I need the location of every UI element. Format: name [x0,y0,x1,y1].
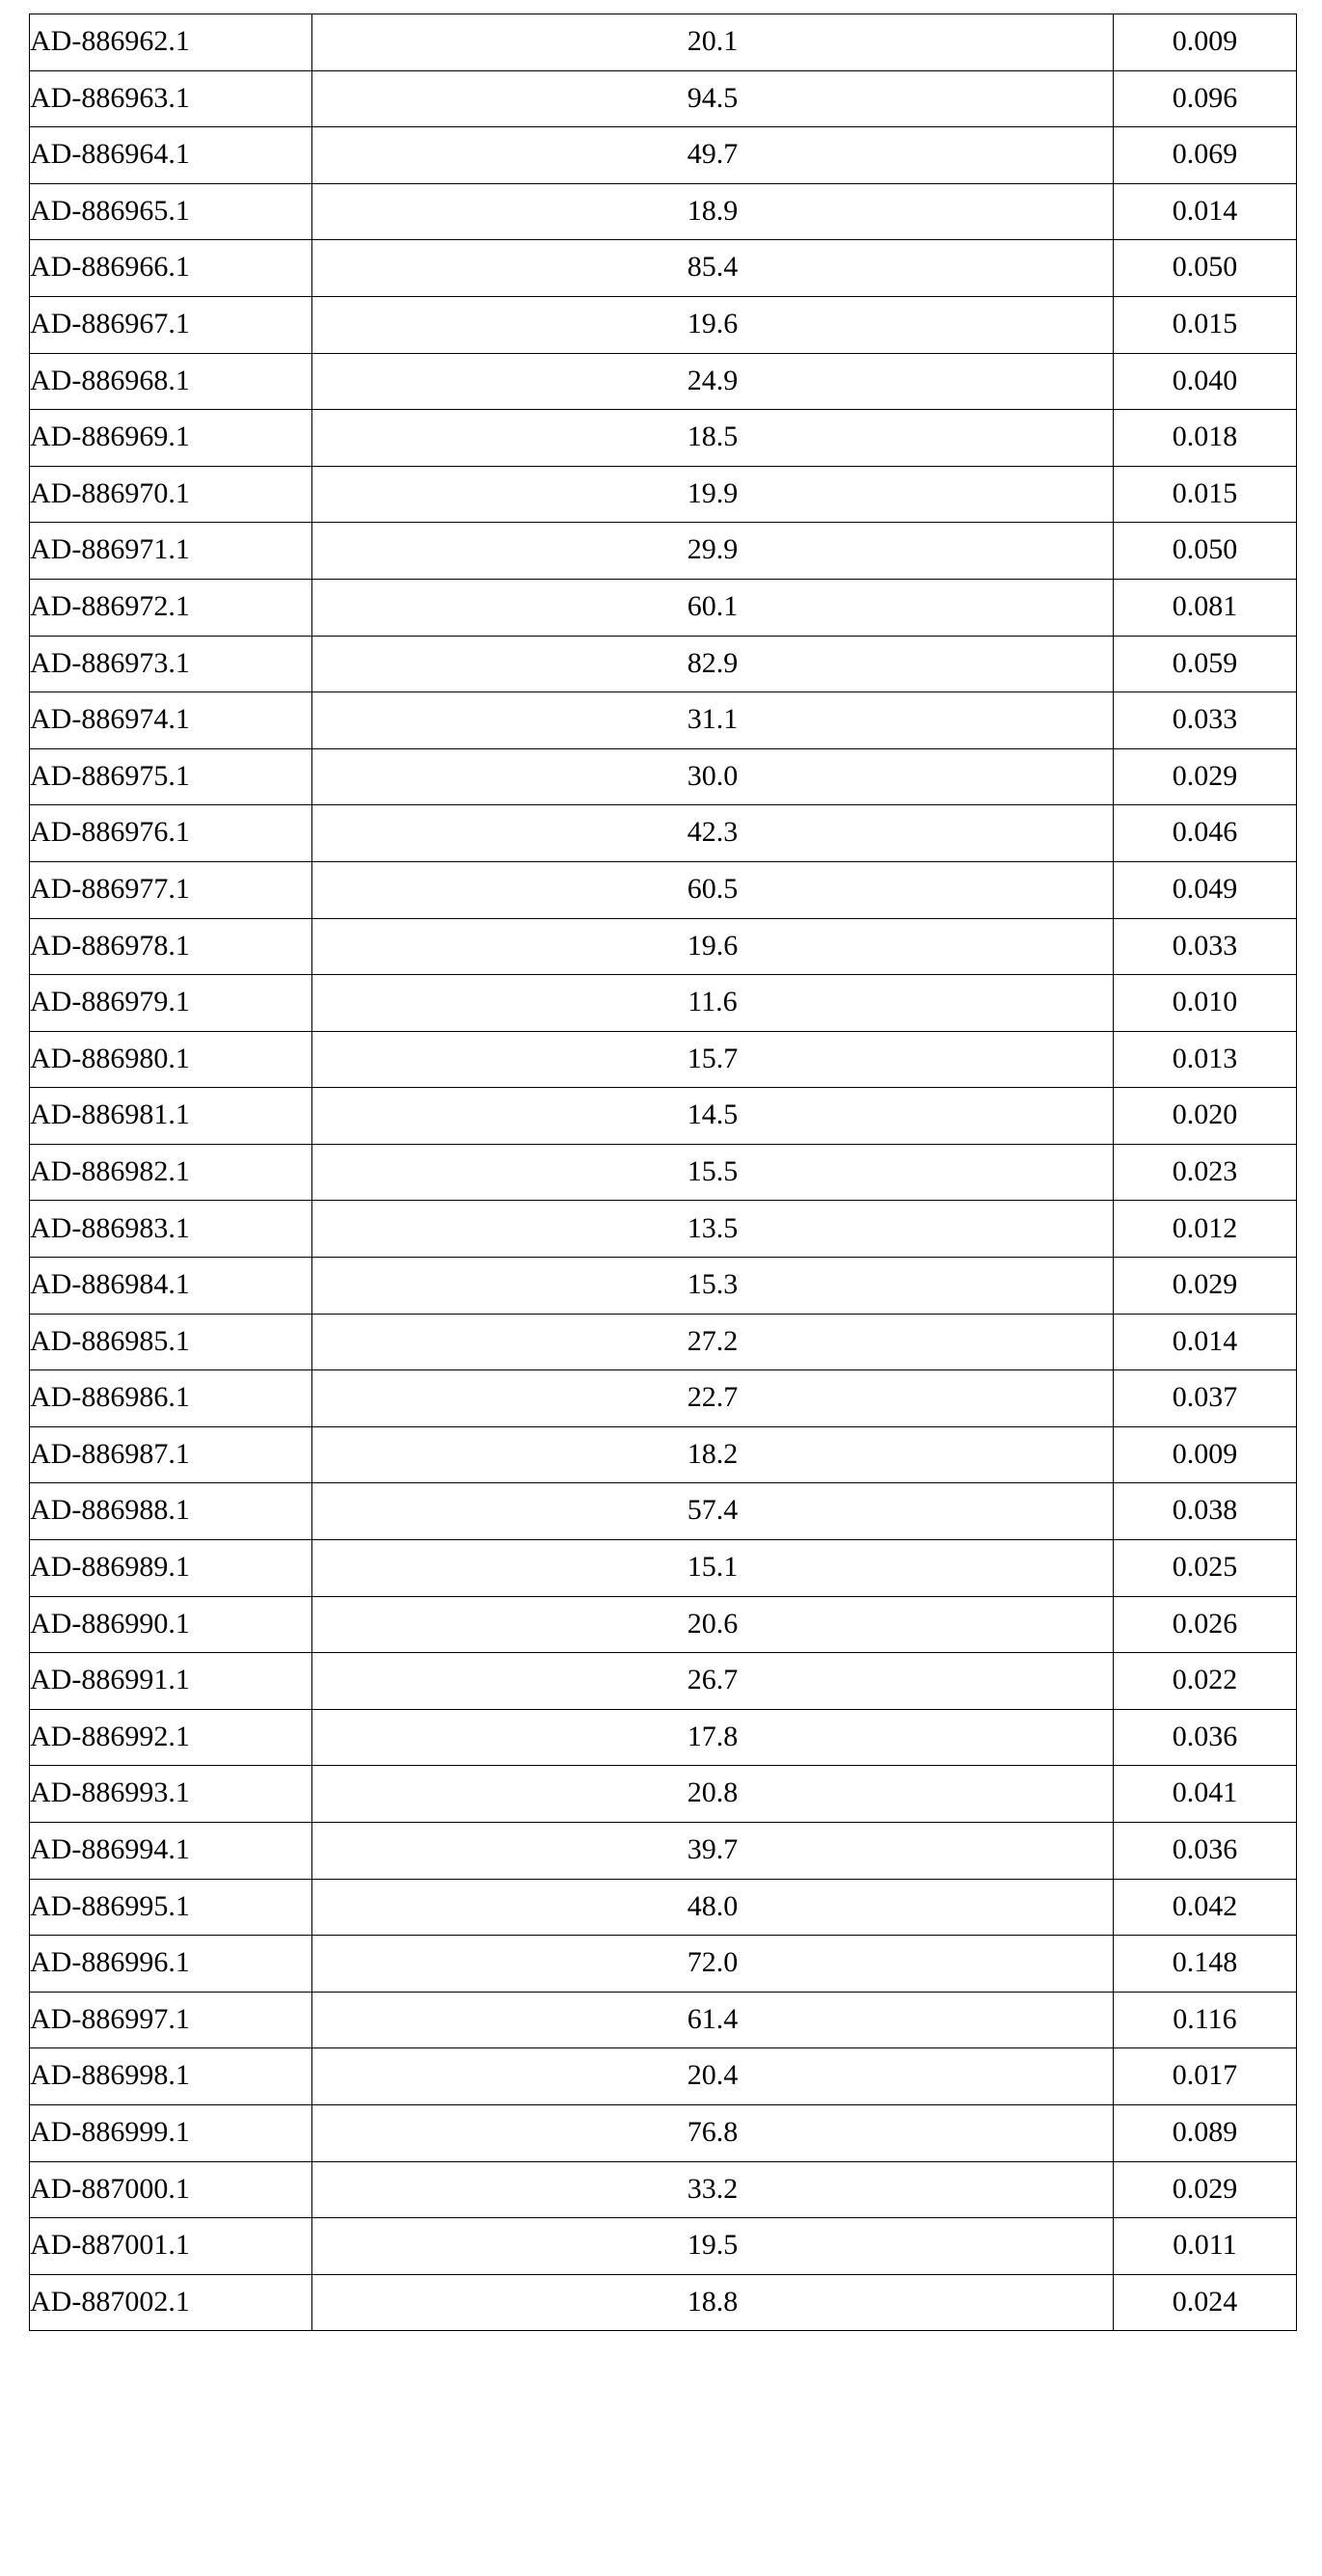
cell-error: 0.024 [1114,2274,1297,2331]
cell-duplex-id: AD-886987.1 [30,1426,312,1483]
cell-value: 39.7 [312,1823,1114,1880]
cell-value: 20.8 [312,1766,1114,1823]
table-row [30,692,1297,749]
table-row [30,1540,1297,1597]
cell-error: 0.017 [1114,2048,1297,2105]
cell-value: 61.4 [312,1992,1114,2048]
cell-error: 0.050 [1114,523,1297,580]
table-row [30,1088,1297,1145]
cell-duplex-id: AD-886986.1 [30,1370,312,1427]
table-row [30,2048,1297,2105]
table-row [30,2218,1297,2275]
cell-error: 0.116 [1114,1992,1297,2048]
cell-duplex-id: AD-886994.1 [30,1823,312,1880]
cell-duplex-id: AD-886962.1 [30,14,312,71]
cell-value: 11.6 [312,975,1114,1032]
cell-value: 30.0 [312,748,1114,805]
cell-error: 0.022 [1114,1653,1297,1710]
cell-error: 0.036 [1114,1823,1297,1880]
cell-duplex-id: AD-886999.1 [30,2104,312,2161]
table-row [30,1992,1297,2048]
cell-error: 0.029 [1114,1258,1297,1315]
cell-value: 15.1 [312,1540,1114,1597]
cell-duplex-id: AD-886975.1 [30,748,312,805]
cell-value: 19.6 [312,918,1114,975]
cell-duplex-id: AD-886980.1 [30,1031,312,1088]
table-row [30,1144,1297,1201]
cell-duplex-id: AD-886967.1 [30,296,312,353]
table-row [30,1258,1297,1315]
cell-value: 76.8 [312,2104,1114,2161]
cell-duplex-id: AD-886984.1 [30,1258,312,1315]
table-row [30,523,1297,580]
cell-error: 0.050 [1114,240,1297,297]
cell-error: 0.033 [1114,692,1297,749]
cell-error: 0.011 [1114,2218,1297,2275]
cell-value: 72.0 [312,1936,1114,1993]
table-row [30,1936,1297,1993]
table-row [30,1031,1297,1088]
cell-duplex-id: AD-886969.1 [30,410,312,467]
cell-duplex-id: AD-886989.1 [30,1540,312,1597]
cell-duplex-id: AD-886979.1 [30,975,312,1032]
cell-error: 0.040 [1114,353,1297,410]
cell-value: 57.4 [312,1483,1114,1540]
cell-error: 0.012 [1114,1201,1297,1258]
cell-error: 0.015 [1114,296,1297,353]
cell-error: 0.015 [1114,466,1297,523]
cell-value: 18.9 [312,183,1114,240]
cell-value: 15.5 [312,1144,1114,1201]
table-row [30,353,1297,410]
table-row [30,1823,1297,1880]
table-row [30,1709,1297,1766]
cell-duplex-id: AD-886974.1 [30,692,312,749]
cell-duplex-id: AD-886982.1 [30,1144,312,1201]
cell-value: 60.1 [312,579,1114,636]
cell-duplex-id: AD-886991.1 [30,1653,312,1710]
cell-error: 0.069 [1114,127,1297,184]
cell-error: 0.049 [1114,861,1297,918]
cell-error: 0.042 [1114,1879,1297,1936]
cell-value: 49.7 [312,127,1114,184]
cell-value: 82.9 [312,636,1114,692]
cell-duplex-id: AD-886971.1 [30,523,312,580]
cell-value: 27.2 [312,1314,1114,1370]
cell-duplex-id: AD-887001.1 [30,2218,312,2275]
cell-value: 19.9 [312,466,1114,523]
cell-value: 85.4 [312,240,1114,297]
cell-error: 0.081 [1114,579,1297,636]
table-row [30,466,1297,523]
cell-duplex-id: AD-886996.1 [30,1936,312,1993]
table-row [30,579,1297,636]
cell-value: 14.5 [312,1088,1114,1145]
cell-duplex-id: AD-886964.1 [30,127,312,184]
cell-value: 20.1 [312,14,1114,71]
table-row [30,1766,1297,1823]
cell-value: 22.7 [312,1370,1114,1427]
cell-error: 0.010 [1114,975,1297,1032]
cell-error: 0.041 [1114,1766,1297,1823]
cell-duplex-id: AD-886985.1 [30,1314,312,1370]
cell-error: 0.025 [1114,1540,1297,1597]
cell-error: 0.029 [1114,2161,1297,2218]
cell-duplex-id: AD-886993.1 [30,1766,312,1823]
cell-duplex-id: AD-886977.1 [30,861,312,918]
cell-error: 0.023 [1114,1144,1297,1201]
table-row [30,861,1297,918]
cell-value: 24.9 [312,353,1114,410]
cell-error: 0.036 [1114,1709,1297,1766]
cell-value: 20.4 [312,2048,1114,2105]
table-row [30,127,1297,184]
table-row [30,2274,1297,2331]
cell-value: 94.5 [312,70,1114,127]
cell-duplex-id: AD-886990.1 [30,1596,312,1653]
cell-duplex-id: AD-886973.1 [30,636,312,692]
table-row [30,2161,1297,2218]
cell-value: 31.1 [312,692,1114,749]
cell-error: 0.046 [1114,805,1297,862]
table-row [30,636,1297,692]
cell-value: 20.6 [312,1596,1114,1653]
table-row [30,70,1297,127]
cell-duplex-id: AD-886992.1 [30,1709,312,1766]
table-row [30,1653,1297,1710]
cell-duplex-id: AD-887000.1 [30,2161,312,2218]
cell-error: 0.038 [1114,1483,1297,1540]
cell-value: 18.8 [312,2274,1114,2331]
cell-error: 0.009 [1114,1426,1297,1483]
cell-duplex-id: AD-886998.1 [30,2048,312,2105]
table-row [30,1426,1297,1483]
cell-duplex-id: AD-886983.1 [30,1201,312,1258]
cell-duplex-id: AD-886976.1 [30,805,312,862]
table-row [30,1314,1297,1370]
table-row [30,183,1297,240]
cell-duplex-id: AD-887002.1 [30,2274,312,2331]
cell-value: 19.5 [312,2218,1114,2275]
cell-duplex-id: AD-886970.1 [30,466,312,523]
cell-error: 0.020 [1114,1088,1297,1145]
cell-error: 0.089 [1114,2104,1297,2161]
cell-duplex-id: AD-886965.1 [30,183,312,240]
table-row [30,918,1297,975]
cell-value: 29.9 [312,523,1114,580]
cell-duplex-id: AD-886968.1 [30,353,312,410]
cell-duplex-id: AD-886972.1 [30,579,312,636]
cell-error: 0.029 [1114,748,1297,805]
table-row [30,296,1297,353]
table-row [30,1370,1297,1427]
table-row [30,748,1297,805]
cell-value: 13.5 [312,1201,1114,1258]
cell-value: 15.7 [312,1031,1114,1088]
cell-error: 0.148 [1114,1936,1297,1993]
cell-duplex-id: AD-886966.1 [30,240,312,297]
table-row [30,1879,1297,1936]
cell-value: 18.2 [312,1426,1114,1483]
cell-error: 0.059 [1114,636,1297,692]
cell-duplex-id: AD-886978.1 [30,918,312,975]
table-row [30,805,1297,862]
cell-duplex-id: AD-886995.1 [30,1879,312,1936]
cell-value: 18.5 [312,410,1114,467]
cell-value: 19.6 [312,296,1114,353]
cell-duplex-id: AD-886997.1 [30,1992,312,2048]
cell-duplex-id: AD-886963.1 [30,70,312,127]
table-row [30,410,1297,467]
cell-value: 17.8 [312,1709,1114,1766]
cell-error: 0.014 [1114,1314,1297,1370]
cell-error: 0.033 [1114,918,1297,975]
cell-error: 0.014 [1114,183,1297,240]
cell-error: 0.037 [1114,1370,1297,1427]
cell-error: 0.096 [1114,70,1297,127]
cell-value: 26.7 [312,1653,1114,1710]
table-row [30,2104,1297,2161]
cell-value: 15.3 [312,1258,1114,1315]
table-row [30,1483,1297,1540]
cell-value: 33.2 [312,2161,1114,2218]
cell-duplex-id: AD-886981.1 [30,1088,312,1145]
table-row [30,14,1297,71]
cell-error: 0.018 [1114,410,1297,467]
cell-value: 48.0 [312,1879,1114,1936]
table-row [30,240,1297,297]
table-row [30,975,1297,1032]
table-row [30,1596,1297,1653]
table-row [30,1201,1297,1258]
cell-error: 0.013 [1114,1031,1297,1088]
table-body [30,14,1297,2331]
duplex-data-table [29,14,1297,2331]
cell-error: 0.026 [1114,1596,1297,1653]
cell-value: 42.3 [312,805,1114,862]
cell-error: 0.009 [1114,14,1297,71]
cell-value: 60.5 [312,861,1114,918]
cell-duplex-id: AD-886988.1 [30,1483,312,1540]
